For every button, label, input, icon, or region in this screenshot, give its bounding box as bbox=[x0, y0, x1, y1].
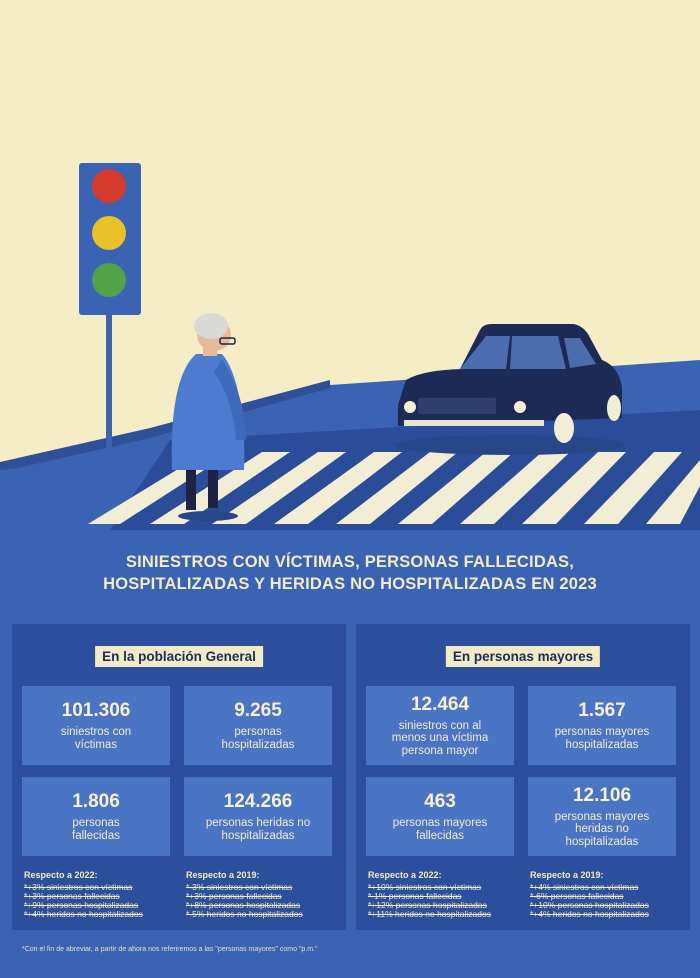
comparison-line: *+4% heridos no hospitalizados bbox=[24, 909, 143, 919]
stat-card-heridas bbox=[528, 777, 676, 856]
comparison-line: *-6% personas fallecidas bbox=[530, 891, 624, 901]
comparison-line: *+9% personas hospitalizadas bbox=[24, 900, 139, 910]
stat-label: siniestros con víctimas bbox=[60, 726, 132, 751]
comparison-heading: Respecto a 2019: bbox=[186, 870, 260, 880]
green-light-icon bbox=[92, 263, 126, 297]
comparison-line: *+10% siniestros con víctimas bbox=[368, 882, 482, 892]
stat-value: 124.266 bbox=[223, 791, 293, 812]
stat-label: siniestros con al menos una víctima persona mayor bbox=[391, 719, 489, 757]
car-headlight-right bbox=[514, 401, 526, 413]
comparison-line: *-1% personas fallecidas bbox=[368, 891, 462, 901]
stat-value: 12.464 bbox=[410, 693, 470, 715]
stat-label: personas fallecidas bbox=[72, 817, 120, 842]
comparison-heading: Respecto a 2019: bbox=[530, 870, 604, 880]
stat-card-hospitalizadas bbox=[528, 686, 676, 765]
car-headlight-left bbox=[404, 401, 416, 413]
stat-card-siniestros bbox=[22, 686, 170, 765]
stat-card-fallecidas bbox=[366, 777, 514, 856]
comparison-heading: Respecto a 2022: bbox=[24, 870, 98, 880]
infographic-title bbox=[0, 551, 700, 595]
stat-value: 1.567 bbox=[578, 700, 626, 721]
stat-value: 9.265 bbox=[234, 700, 282, 721]
title-line-1: SINIESTROS CON VÍCTIMAS, PERSONAS FALLECIDAS, bbox=[125, 553, 575, 571]
stat-label: personas hospitalizadas bbox=[221, 726, 295, 751]
comparison-line: *+11% heridos no hospitalizados bbox=[368, 909, 491, 919]
comparison-2019 bbox=[530, 869, 688, 919]
comparison-line: *+3% personas fallecidas bbox=[186, 891, 282, 901]
comparison-2019 bbox=[186, 869, 344, 919]
mayores-heading: En personas mayores bbox=[446, 646, 600, 667]
comparison-line: *+10% personas hospitalizadas bbox=[530, 900, 649, 910]
stat-label: personas heridas no hospitalizadas bbox=[205, 817, 311, 842]
stat-label: personas mayores hospitalizadas bbox=[554, 726, 650, 751]
stat-card-fallecidas bbox=[22, 777, 170, 856]
comparison-line: *+3% siniestros con víctimas bbox=[24, 882, 133, 892]
stat-label: personas mayores heridas no hospitalizadas bbox=[554, 810, 650, 848]
comparison-line: *-5% heridos no hospitalizados bbox=[186, 909, 303, 919]
comparison-2022 bbox=[24, 869, 182, 919]
stat-card-heridas bbox=[184, 777, 332, 856]
stat-value: 12.106 bbox=[572, 784, 632, 806]
title-line-2: HOSPITALIZADAS Y HERIDAS NO HOSPITALIZADAS EN 2023 bbox=[103, 575, 597, 593]
comparison-2022 bbox=[368, 869, 526, 919]
footnote: *Con el fin de abreviar, a partir de ahora nos referiremos a las "personas mayores" como "p.m." bbox=[22, 946, 318, 953]
comparison-heading: Respecto a 2022: bbox=[368, 870, 442, 880]
stat-card-hospitalizadas bbox=[184, 686, 332, 765]
stat-card-siniestros bbox=[366, 686, 514, 765]
comparison-line: *-3% siniestros con víctimas bbox=[186, 882, 293, 892]
red-light-icon bbox=[92, 169, 126, 203]
comparison-line: *+3% personas fallecidas bbox=[24, 891, 120, 901]
stat-value: 101.306 bbox=[61, 700, 131, 721]
stat-value: 463 bbox=[424, 791, 456, 812]
comparison-line: *+4% siniestros con víctimas bbox=[530, 882, 639, 892]
panel-general-population bbox=[12, 624, 346, 930]
comparison-line: *+8% personas hospitalizadas bbox=[186, 900, 301, 910]
traffic-light-pole bbox=[106, 312, 112, 462]
stat-label: personas mayores fallecidas bbox=[392, 817, 488, 842]
panel-personas-mayores bbox=[356, 624, 690, 930]
yellow-light-icon bbox=[92, 216, 126, 250]
comparison-line: *+4% heridos no hospitalizados bbox=[530, 909, 649, 919]
stat-value: 1.806 bbox=[72, 791, 120, 812]
comparison-line: *+12% personas hospitalizadas bbox=[368, 900, 487, 910]
general-heading: En la población General bbox=[95, 646, 263, 667]
